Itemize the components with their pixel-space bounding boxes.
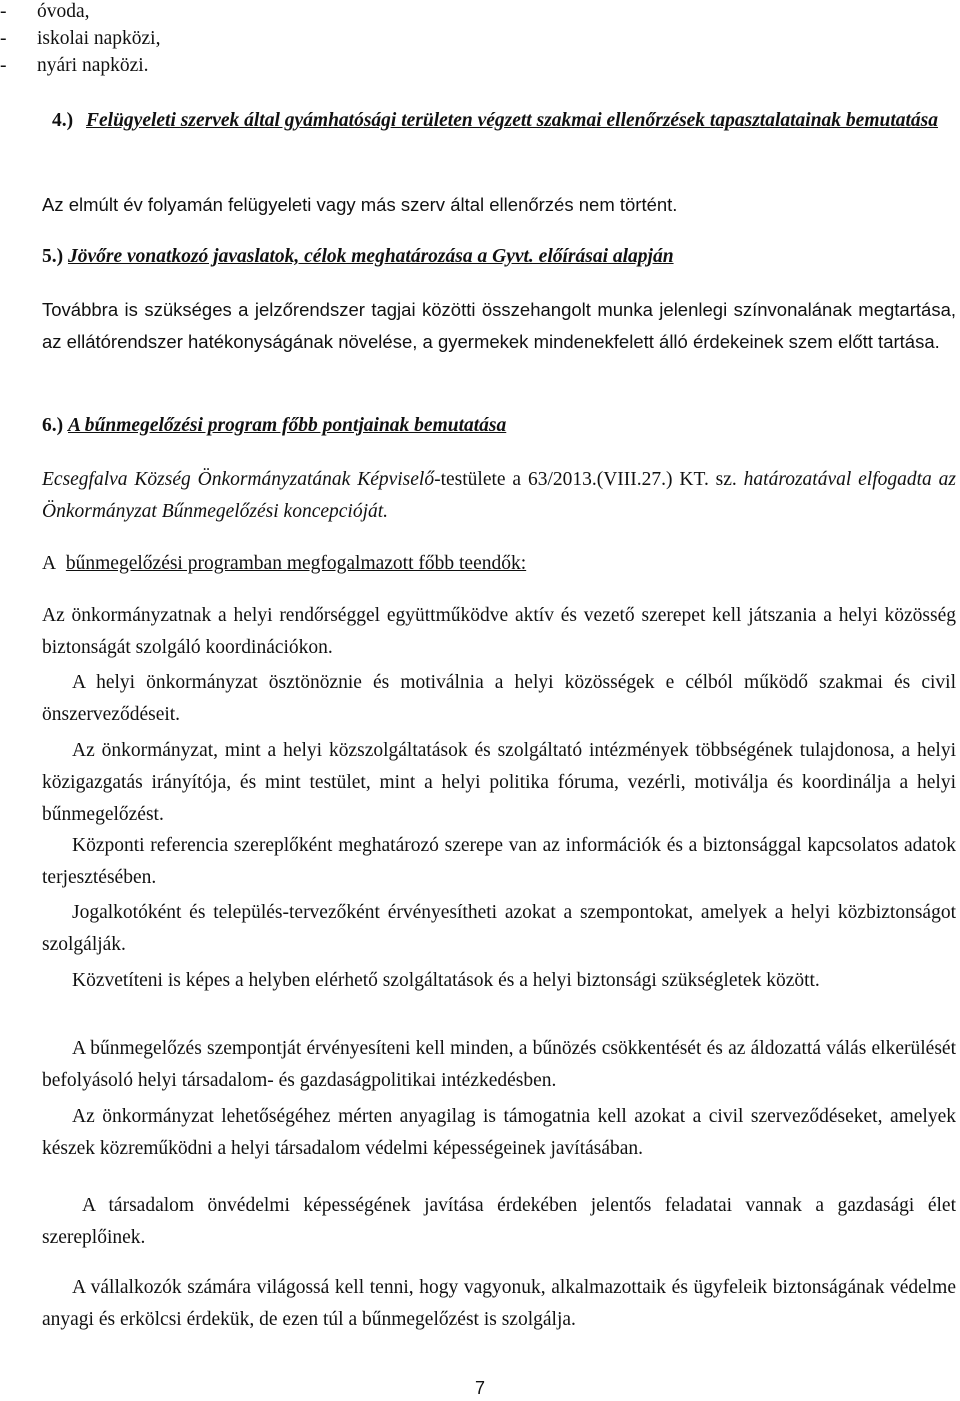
tasks-prefix: A (42, 553, 56, 574)
program-paragraph: Jogalkotóként és település-tervezőként érvényesítheti azokat a szempontokat, amelyek a helyi közbiztonságot szolgálják. (42, 902, 956, 955)
section-6-heading (42, 410, 506, 442)
intro-italic: Ecsegfalva Község Önkormányzatának Képviselő (42, 469, 435, 490)
tasks-heading (42, 548, 526, 580)
section-4-body: Az elmúlt év folyamán felügyeleti vagy más szerv által ellenőrzés nem történt. (42, 194, 678, 215)
program-paragraph: Az önkormányzat lehetőségéhez mérten anyagilag is támogatnia kell azokat a civil szerveződéseket, amelyek készek közreműködni a helyi társadalom védelmi képességeinek javításában. (42, 1106, 956, 1159)
list-dash: - (0, 1, 7, 22)
intro-italic: határozatával elfogadta az Önkormányzat Bűnmegelőzési koncepcióját. (42, 469, 957, 522)
list-dash: - (0, 55, 7, 76)
tasks-heading-text: bűnmegelőzési programban megfogalmazott főbb teendők: (65, 553, 527, 574)
list-dash: - (0, 28, 7, 49)
section-6-intro (42, 464, 956, 528)
section-4-heading (42, 105, 956, 137)
list-item: iskolai napközi, (37, 28, 161, 49)
program-paragraph: Központi referencia szereplőként meghatározó szerepe van az információk és a biztonsággal kapcsolatos adatok terjesztésében. (42, 835, 956, 888)
program-paragraph: Az önkormányzat, mint a helyi közszolgáltatások és szolgáltató intézmények többségének tulajdonosa, a helyi közigazgatás irányítója, és mint testület, mint a helyi politika fóruma, vezérli, motiválja és koordinálja a helyi bűnmegelőzést. (42, 740, 956, 825)
section-number: 6.) (42, 415, 64, 436)
program-paragraph: A vállalkozók számára világossá kell tenni, hogy vagyonuk, alkalmazottaik és ügyfeleik biztonságának védelme anyagi és erkölcsi érdekük, de ezen túl a bűnmegelőzést is szolgálja. (42, 1277, 956, 1330)
intro-plain: -testülete a 63/2013.(VIII.27.) KT. sz. (434, 469, 737, 490)
section-title: Felügyeleti szervek által gyámhatósági területen végzett szakmai ellenőrzések tapasztalatainak bemutatása (86, 110, 939, 131)
program-paragraph: Az önkormányzatnak a helyi rendőrséggel együttműködve aktív és vezető szerepet kell játszania a helyi közösség biztonságát szolgáló koordinációkon. (42, 605, 956, 658)
section-5-heading (42, 241, 674, 273)
section-number: 5.) (42, 246, 64, 267)
program-paragraph: A bűnmegelőzés szempontját érvényesíteni kell minden, a bűnözés csökkentését és az áldozattá válás elkerülését befolyásoló helyi társadalom- és gazdaságpolitikai intézkedésben. (42, 1038, 956, 1091)
section-title: A bűnmegelőzési program főbb pontjainak bemutatása (68, 415, 507, 436)
page-number: 7 (474, 1378, 485, 1398)
section-title: Jövőre vonatkozó javaslatok, célok meghatározása a Gyvt. előírásai alapján (68, 246, 674, 267)
program-paragraph: Közvetíteni is képes a helyben elérhető szolgáltatások és a helyi biztonsági szükségletek között. (72, 970, 820, 991)
section-5-body: Továbbra is szükséges a jelzőrendszer tagjai közötti összehangolt munka jelenlegi színvonalának megtartása, az ellátórendszer hatékonyságának növelése, a gyermekek mindenekfelett álló érdekeinek szem előtt tartása. (42, 299, 956, 352)
section-number: 4.) (52, 110, 74, 131)
list-item: nyári napközi. (37, 55, 149, 76)
list-item: óvoda, (37, 1, 90, 22)
program-paragraph: A társadalom önvédelmi képességének javítása érdekében jelentős feladatai vannak a gazdasági élet szereplőinek. (42, 1195, 956, 1248)
program-paragraph: A helyi önkormányzat ösztönöznie és motiválnia a helyi közösségek e célból működő szakmai és civil önszerveződéseit. (42, 672, 956, 725)
